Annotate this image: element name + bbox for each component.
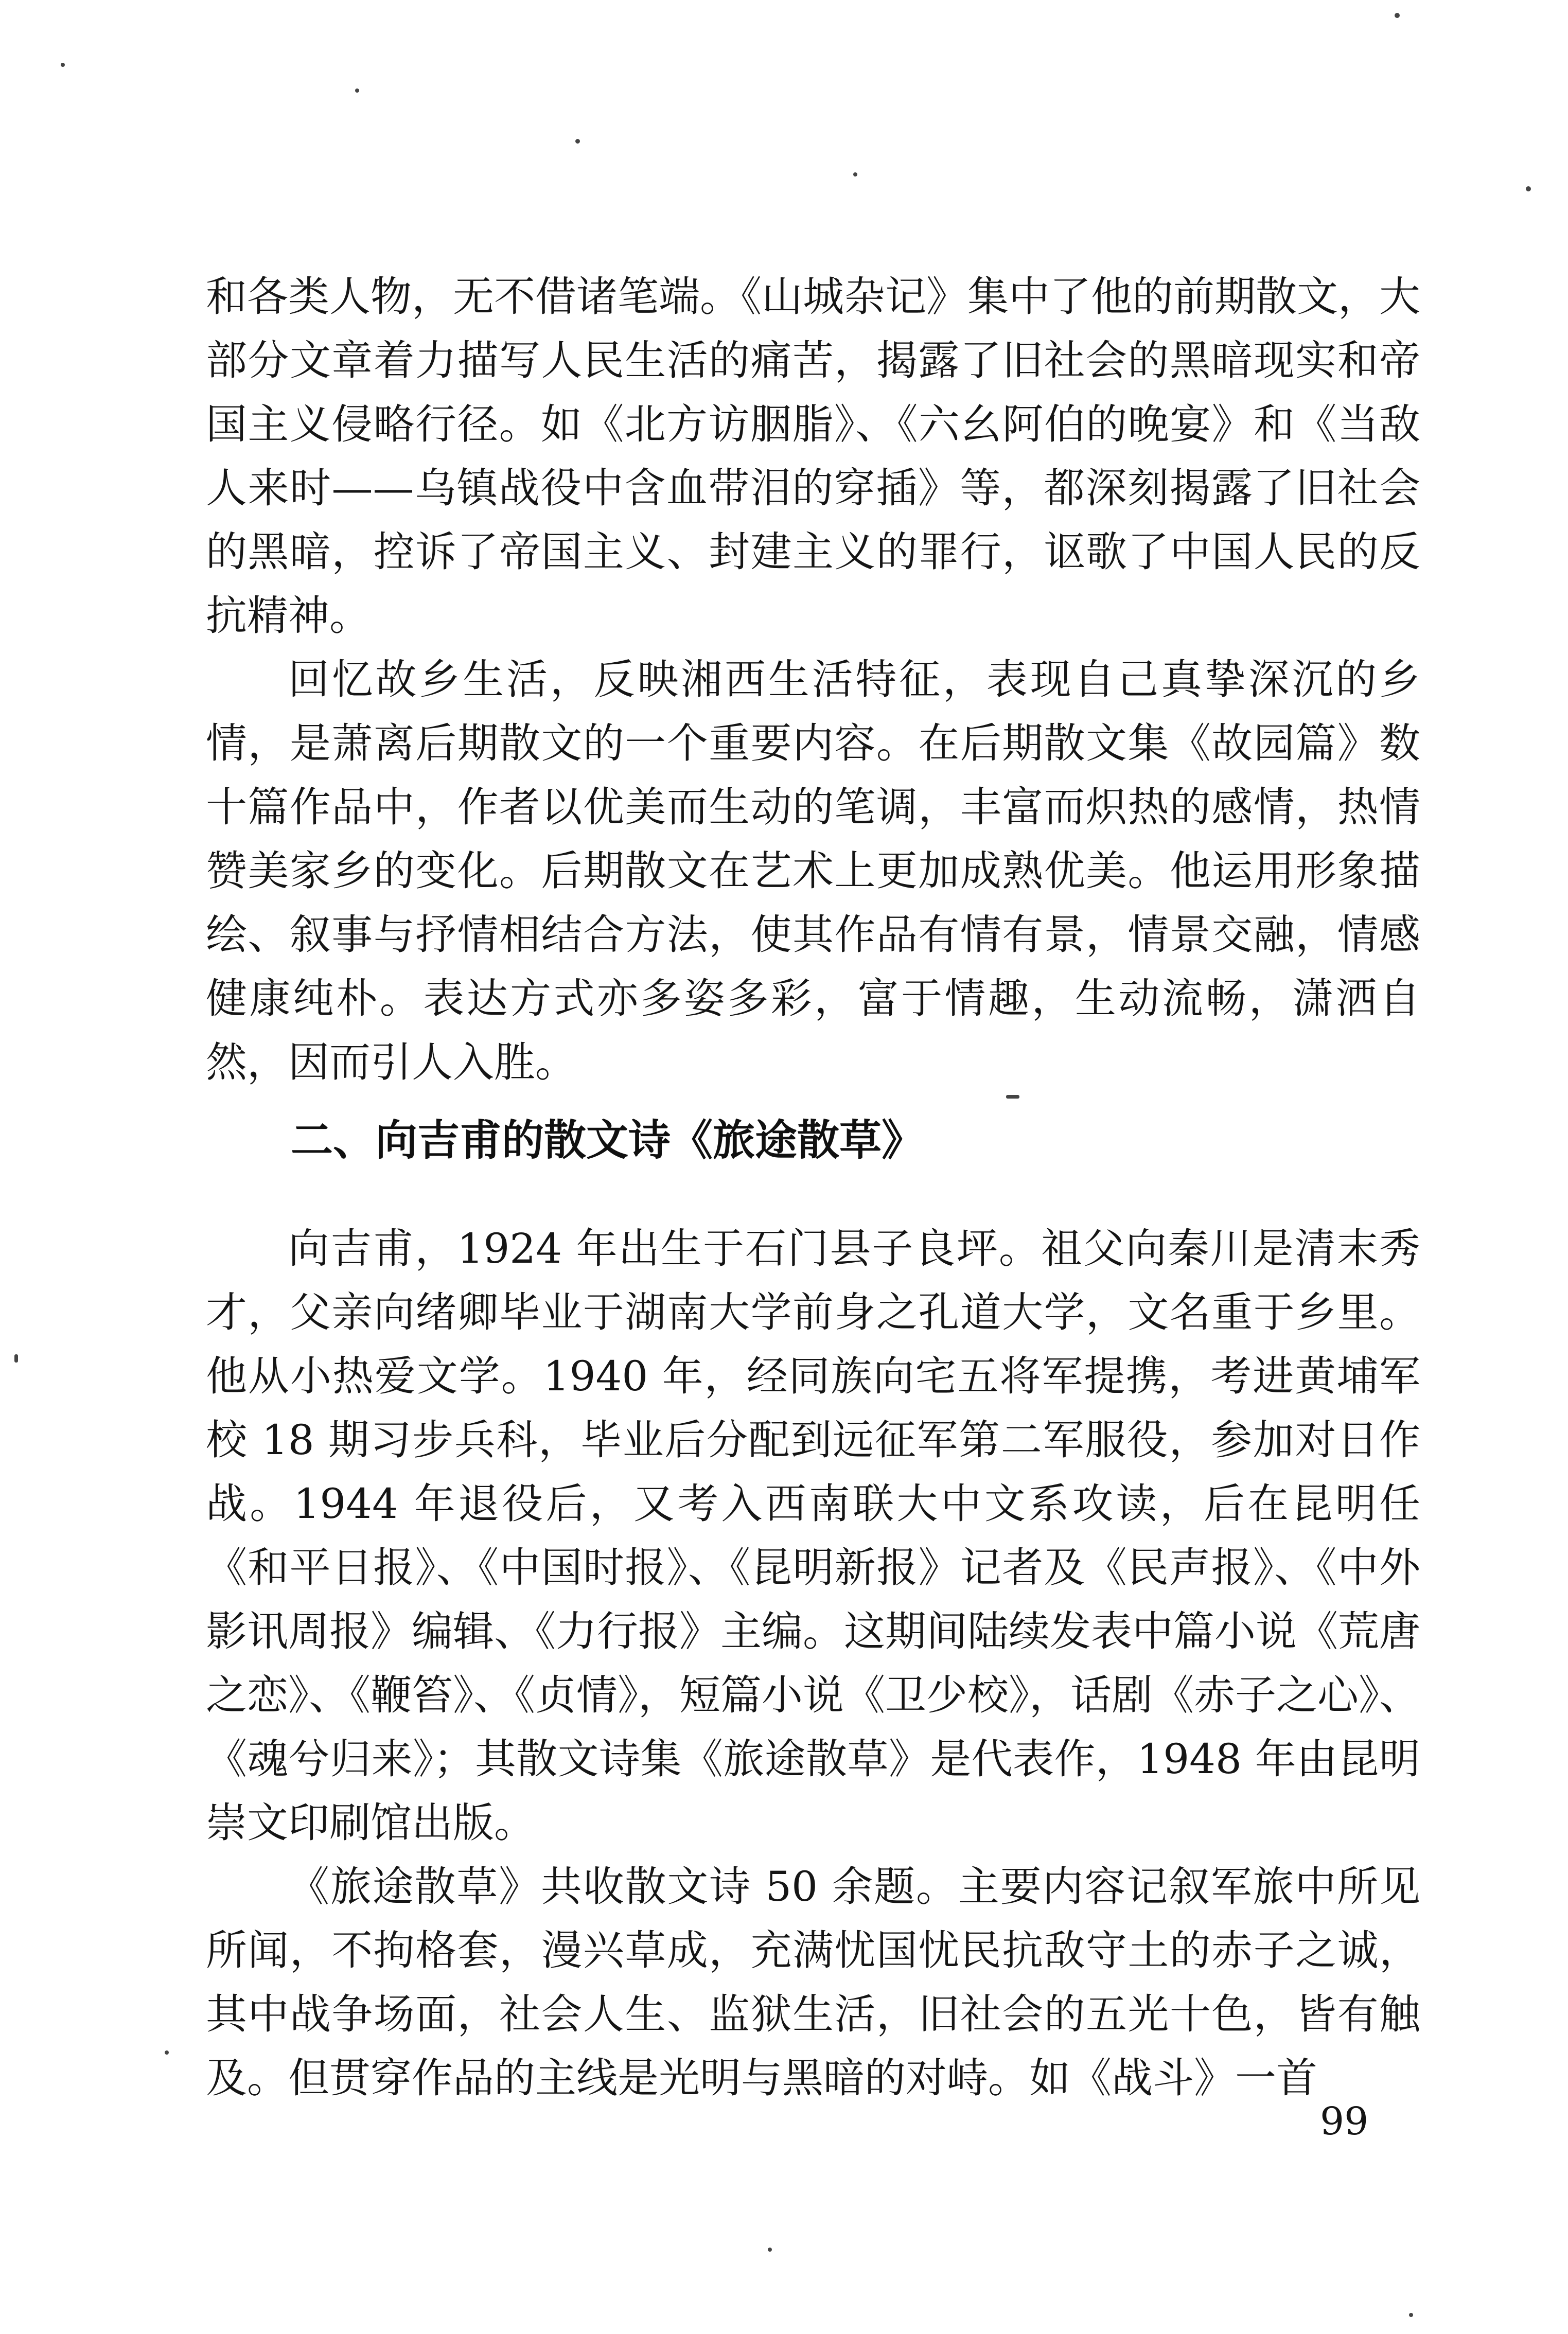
paragraph: 《旅途散草》共收散文诗 50 余题。主要内容记叙军旅中所见所闻，不拘格套，漫兴草成，充满忧国忧民抗敌守土的赤子之诚，其中战争场面，社会人生、监狱生活，旧社会的五光十色，皆有触及。但贯穿作品的主线是光明与黑暗的对峙。如《战斗》一首	[206, 1863, 1420, 2102]
section-2-body	[206, 1217, 1420, 2110]
scan-speck	[1526, 186, 1531, 191]
scan-speck	[1006, 1095, 1019, 1099]
page-number: 99	[1320, 2099, 1369, 2144]
scan-speck	[61, 63, 65, 67]
scan-speck	[1395, 13, 1400, 18]
scan-speck	[768, 2248, 772, 2252]
scan-speck	[14, 1354, 18, 1363]
paragraph: 回忆故乡生活，反映湘西生活特征，表现自己真挚深沉的乡情，是萧离后期散文的一个重要内容。在后期散文集《故园篇》数十篇作品中，作者以优美而生动的笔调，丰富而炽热的感情，热情赞美家乡的变化。后期散文在艺术上更加成熟优美。他运用形象描绘、叙事与抒情相结合方法，使其作品有情有景，情景交融，情感健康纯朴。表达方式亦多姿多彩，富于情趣，生动流畅，潇洒自然，因而引人入胜。	[206, 656, 1420, 1086]
scan-speck	[355, 89, 359, 93]
scan-speck	[165, 2050, 169, 2055]
section-heading: 二、向吉甫的散文诗《旅途散草》	[291, 1116, 924, 1165]
scan-speck	[853, 172, 857, 176]
paragraph-continued: 和各类人物，无不借诸笔端。《山城杂记》集中了他的前期散文，大部分文章着力描写人民生活的痛苦，揭露了旧社会的黑暗现实和帝国主义侵略行径。如《北方访胭脂》、《六幺阿伯的晚宴》和《当敌人来时——乌镇战役中含血带泪的穿插》等，都深刻揭露了旧社会的黑暗，控诉了帝国主义、封建主义的罪行，讴歌了中国人民的反抗精神。	[206, 273, 1420, 640]
section-1-body	[206, 265, 1420, 1094]
scan-speck	[1409, 2313, 1413, 2317]
paragraph: 向吉甫，1924 年出生于石门县子良坪。祖父向秦川是清末秀才，父亲向绪卿毕业于湖南大学前身之孔道大学，文名重于乡里。他从小热爱文学。1940 年，经同族向宅五将军提携，考进黄埔军校 18 期习步兵科，毕业后分配到远征军第二军服役，参加对日作战。1944 年退役后，又考入西南联大中文系攻读，后在昆明任《和平日报》、《中国时报》、《昆明新报》记者及《民声报》、《中外影讯周报》编辑、《力行报》主编。这期间陆续发表中篇小说《荒唐之恋》、《鞭笞》、《贞情》，短篇小说《卫少校》，话剧《赤子之心》、《魂兮归来》；其散文诗集《旅途散草》是代表作，1948 年由昆明崇文印刷馆出版。	[206, 1225, 1420, 1847]
scan-speck	[575, 139, 580, 144]
